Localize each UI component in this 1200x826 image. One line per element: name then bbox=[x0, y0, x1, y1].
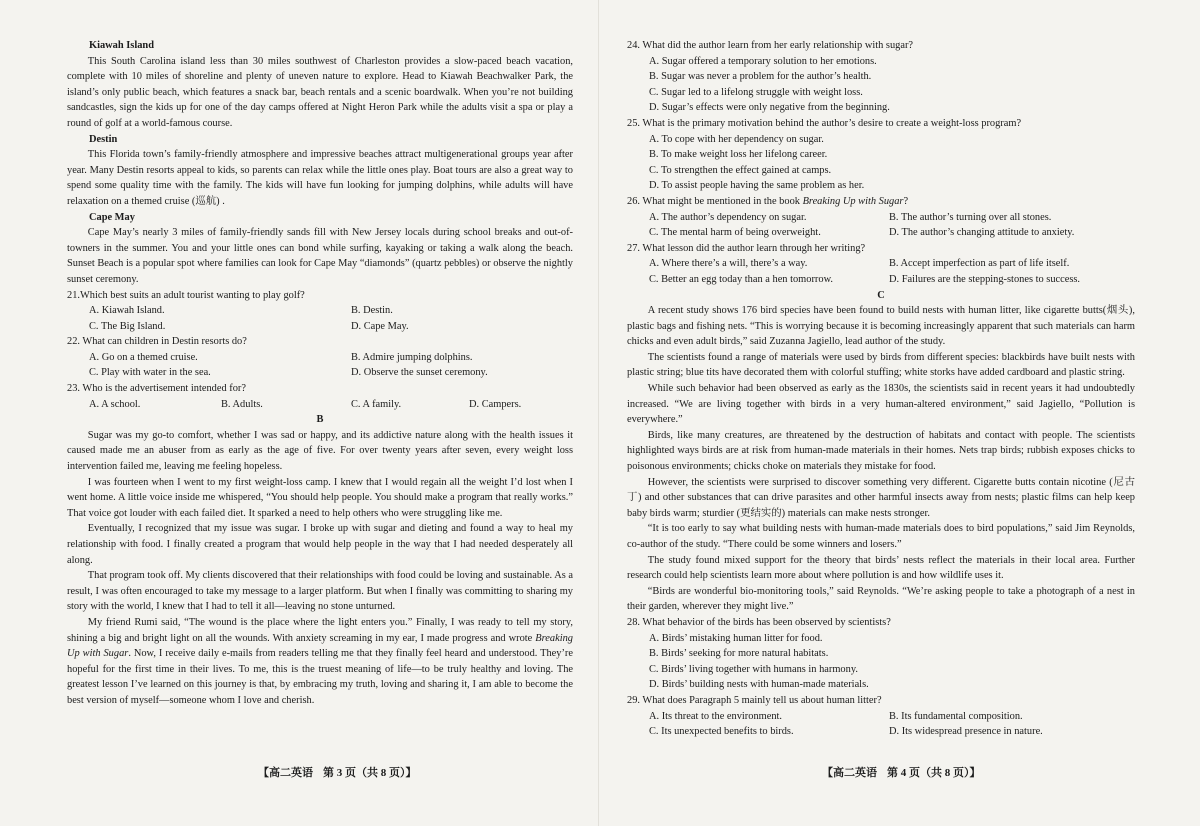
paragraph-kiawah: This South Carolina island less than 30 miles southwest of Charleston provides a slow-paced beach vacation, complete with 10 miles of shoreline and plenty of uneven nature to explore. Head to Kiawah Beachwalker Park, the island’s only public beach, which features a snack bar, beach rentals and a scenic boardwalk. When you’re not building sandcastles, sign the kids up for one of the day camps offered at Night Heron Park while the adults visit a spa or play a round of golf at a world-famous course. bbox=[67, 55, 573, 129]
passage-c-paragraph-2: The scientists found a range of materials were used by birds from different species: blackbirds have built nests with plastic string; blue tits have decorated them with colorful stuffing; white storks have added cardboard and plastic string. bbox=[627, 351, 1135, 379]
question-29: 29. What does Paragraph 5 mainly tell us about human litter? bbox=[627, 694, 882, 706]
passage-b-paragraph-5-end: . Now, I receive daily e-mails from readers telling me that they finally feel heard and understood. They’re hopeful for the first time in their lives. To me, this is the truest meaning of life—to be truly healthy and loving. The greatest lesson I’ve learned on this journey is that, by embracing my truth, loving and sharing it, I am able to become the best version of myself—someone whom I love and cherish. bbox=[67, 648, 573, 706]
option-27-a: A. Where there’s a will, there’s a way. bbox=[649, 258, 808, 270]
passage-b-paragraph-4: That program took off. My clients discovered that their relationships with food could be loving and sustainable. As a result, I was often encouraged to take my message to a larger platform. But when I finally was committing to sharing my story with the world, I knew that I had to tell it all—leaving no stone unturned. bbox=[67, 570, 573, 613]
question-23: 23. Who is the advertisement intended for? bbox=[67, 383, 246, 395]
passage-b-paragraph-5 bbox=[67, 615, 573, 709]
question-28: 28. What behavior of the birds has been observed by scientists? bbox=[627, 616, 891, 628]
option-29-b: B. Its fundamental composition. bbox=[889, 710, 1023, 722]
question-25: 25. What is the primary motivation behind the author’s desire to create a weight-loss program? bbox=[627, 117, 1022, 129]
option-27-c: C. Better an egg today than a hen tomorrow. bbox=[649, 273, 833, 285]
option-25-b: B. To make weight loss her lifelong career. bbox=[649, 149, 828, 161]
passage-b-paragraph-3: Eventually, I recognized that my issue was sugar. I broke up with sugar and dieting and found a way to heal my relationship with food. I finally created a program that would help people in the way that I had needed desperately all along. bbox=[67, 523, 573, 566]
option-28-a: A. Birds’ mistaking human litter for food. bbox=[649, 632, 823, 644]
question-24: 24. What did the author learn from her early relationship with sugar? bbox=[627, 40, 914, 51]
passage-c-paragraph-3: While such behavior had been observed as early as the 1830s, the scientists said in recent years it had undoubtedly increased. “We are living together with birds in a very human-altered environment,” said Jagiello, “Pollution is everywhere.” bbox=[627, 383, 1135, 426]
question-22: 22. What can children in Destin resorts do? bbox=[67, 336, 247, 348]
paragraph-cape-may: Cape May’s nearly 3 miles of family-friendly sands fill with New Jersey locals during school breaks and out-of-towners in the summer. You and your little ones can bond while surfing, kayaking or taking a walk along the beach. Sunset Beach is a popular spot where families can look for Cape May “diamonds” (quartz pebbles) or observe the nightly sunset ceremony. bbox=[67, 227, 573, 285]
footer-subject: 【高二英语 bbox=[258, 767, 313, 779]
paragraph-destin: This Florida town’s family-friendly atmosphere and impressive beaches attract multigenerational groups year after year. Many Destin resorts appeal to kids, so parents can relax while the little ones play. Boat tours are also a great way to spend some quality time with the family. The kids will have fun looking for jumping dolphins, while adults will have relaxation on a themed cruise (巡航) . bbox=[67, 149, 573, 207]
question-21-options bbox=[67, 303, 573, 334]
option-23-d: D. Campers. bbox=[469, 398, 522, 410]
passage-c-paragraph-6: “It is too early to say what building nests with human-made materials does to bird populations,” said Jim Reynolds, co-author of the study. “There could be some winners and losers.” bbox=[627, 523, 1135, 550]
option-21-b: B. Destin. bbox=[351, 305, 393, 317]
passage-c-paragraph-1: A recent study shows 176 bird species have been found to build nests with human litter, like cigarette butts(烟头), plastic bags and fishing nets. “This is worrying because it is becoming increasingly apparent that such materials can harm chicks and even adult birds,” said Zuzanna Jagiello, lead author of the study. bbox=[627, 305, 1135, 348]
option-28-c: C. Birds’ living together with humans in harmony. bbox=[649, 663, 858, 675]
passage-b-paragraph-5-start: My friend Rumi said, “The wound is the place where the light enters you.” Finally, I was ready to tell my story, shining a big and bright light on all the wounds. With anxiety screaming in my ear, I made progress and wrote bbox=[67, 616, 573, 644]
option-29-d: D. Its widespread presence in nature. bbox=[889, 726, 1043, 738]
book-title: Breaking Up with Sugar bbox=[67, 632, 573, 660]
passage-c-paragraph-8: “Birds are wonderful bio-monitoring tools,” said Reynolds. “We’re asking people to take a photograph of a nest in their garden, wherever they might live.” bbox=[627, 585, 1135, 613]
question-28-options bbox=[627, 631, 1135, 693]
option-28-b: B. Birds’ seeking for more natural habitats. bbox=[649, 648, 829, 660]
page-4-column bbox=[627, 38, 1135, 740]
footer-page-4 bbox=[822, 764, 991, 780]
option-24-d: D. Sugar’s effects were only negative from the beginning. bbox=[649, 102, 890, 114]
footer-subject: 【高二英语 bbox=[822, 767, 877, 779]
heading-kiawah: Kiawah Island bbox=[89, 40, 154, 51]
option-26-d: D. The author’s changing attitude to anxiety. bbox=[889, 227, 1075, 239]
option-22-a: A. Go on a themed cruise. bbox=[89, 351, 198, 363]
page-3-column bbox=[67, 38, 573, 709]
question-25-options bbox=[627, 132, 1135, 194]
option-26-b: B. The author’s turning over all stones. bbox=[889, 211, 1052, 223]
option-29-a: A. Its threat to the environment. bbox=[649, 710, 783, 722]
question-27-options bbox=[627, 256, 1135, 287]
question-26-book-title: Breaking Up with Sugar bbox=[802, 195, 904, 207]
question-22-options bbox=[67, 350, 573, 381]
option-29-c: C. Its unexpected benefits to birds. bbox=[649, 726, 794, 738]
passage-c-paragraph-5: However, the scientists were surprised to discover something very different. Cigarette butts contain nicotine (尼古丁) and other substances that can drive parasites and other harmful insects away from nests; plastic films can help keep baby birds warm; sturdier (更结实的) materials can make nests stronger. bbox=[627, 476, 1135, 519]
option-22-b: B. Admire jumping dolphins. bbox=[351, 351, 473, 363]
question-21: 21.Which best suits an adult tourist wanting to play golf? bbox=[67, 289, 305, 301]
footer-page-3 bbox=[258, 764, 427, 780]
question-26-end: ? bbox=[903, 195, 909, 207]
footer-page-number: 第 4 页（共 8 页）】 bbox=[887, 767, 981, 779]
option-23-b: B. Adults. bbox=[221, 398, 263, 410]
footer-page-number: 第 3 页（共 8 页）】 bbox=[323, 767, 417, 779]
question-26-start: 26. What might be mentioned in the book bbox=[627, 195, 803, 207]
question-24-options bbox=[627, 54, 1135, 116]
option-25-a: A. To cope with her dependency on sugar. bbox=[649, 133, 824, 145]
question-29-options bbox=[627, 709, 1135, 740]
option-23-c: C. A family. bbox=[351, 398, 402, 410]
passage-c-paragraph-4: Birds, like many creatures, are threatened by the destruction of habitats and contact with people. The scientists highlighted ways birds are at risk from human-made materials in their homes. Nets trap birds; rubbish exposes chicks to poisonous environments; chicks choke on materials they mistake for food. bbox=[627, 429, 1135, 473]
heading-cape-may: Cape May bbox=[89, 211, 135, 223]
section-b-heading: B bbox=[316, 414, 324, 426]
option-22-c: C. Play with water in the sea. bbox=[89, 367, 211, 379]
question-27: 27. What lesson did the author learn through her writing? bbox=[627, 242, 866, 254]
option-26-a: A. The author’s dependency on sugar. bbox=[649, 211, 807, 223]
question-26-options bbox=[627, 210, 1135, 241]
heading-destin: Destin bbox=[89, 133, 118, 145]
question-23-options bbox=[67, 397, 573, 413]
option-25-c: C. To strengthen the effect gained at camps. bbox=[649, 164, 832, 176]
option-26-c: C. The mental harm of being overweight. bbox=[649, 227, 821, 239]
option-22-d: D. Observe the sunset ceremony. bbox=[351, 367, 488, 379]
option-27-d: D. Failures are the stepping-stones to success. bbox=[889, 273, 1081, 285]
option-24-a: A. Sugar offered a temporary solution to her emotions. bbox=[649, 55, 877, 67]
section-c-heading: C bbox=[877, 289, 885, 301]
passage-c-paragraph-7: The study found mixed support for the theory that birds’ nests reflect the materials in their local area. Further research could help scientists learn more about where pollution is and how wildlife uses it. bbox=[627, 554, 1135, 582]
option-27-b: B. Accept imperfection as part of life itself. bbox=[889, 258, 1070, 270]
option-24-c: C. Sugar led to a lifelong struggle with weight loss. bbox=[649, 86, 863, 98]
question-26 bbox=[627, 194, 1135, 210]
option-24-b: B. Sugar was never a problem for the author’s health. bbox=[649, 71, 872, 83]
option-23-a: A. A school. bbox=[89, 398, 141, 410]
option-25-d: D. To assist people having the same problem as her. bbox=[649, 180, 865, 192]
passage-b-paragraph-1: Sugar was my go-to comfort, whether I was sad or happy, and its addictive nature along with the health issues it caused made me an abuser from as early as the age of five. For over twenty years after seven, every weight loss intervention failed me, leaving me feeling hopeless. bbox=[67, 429, 573, 473]
page-fold-divider bbox=[598, 0, 599, 826]
option-21-a: A. Kiawah Island. bbox=[89, 305, 165, 317]
option-21-c: C. The Big Island. bbox=[89, 320, 166, 332]
option-28-d: D. Birds’ building nests with human-made materials. bbox=[649, 679, 869, 691]
option-21-d: D. Cape May. bbox=[351, 320, 409, 332]
passage-b-paragraph-2: I was fourteen when I went to my first weight-loss camp. I knew that I would regain all the weight I’d lost when I went home. A little voice inside me whispered, “You should help people. You should make a program that really works.” That voice got louder with each failed diet. It sparked a need to help others who were struggling like me. bbox=[67, 476, 573, 519]
